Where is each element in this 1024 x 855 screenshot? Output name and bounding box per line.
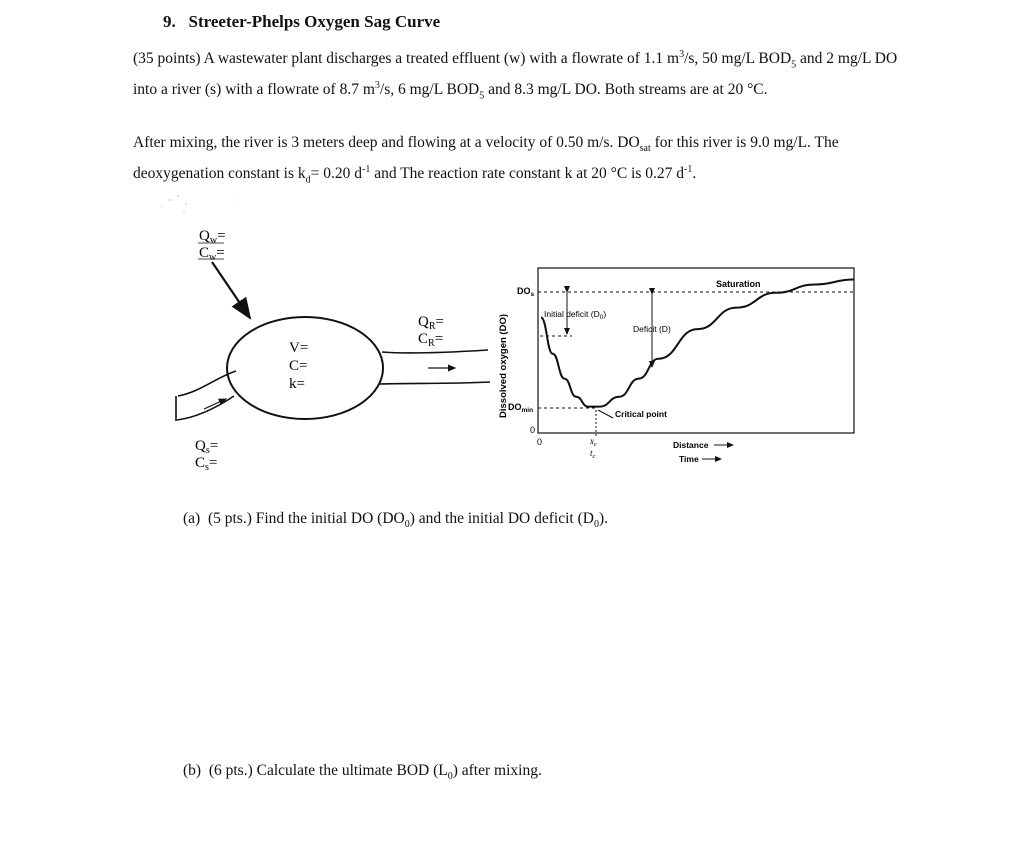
problem-paragraph-1: (35 points) A wastewater plant discharges a treated effluent (w) with a flowrate of 1.1 $m^3/s$, 50 mg/L $BOD_5$ and 2 mg/L DO into a river (s) with a flowrate of 8.7 $m^3/s$, 6 mg/L $BOD_5$ and 8.3 mg/L DO. Both streams are at 20 °C.: [133, 49, 898, 102]
label-v: V=: [289, 340, 309, 356]
label-c: C=: [289, 358, 308, 374]
chart-frame: [538, 268, 854, 433]
scan-smudge: [161, 195, 236, 214]
zero-y-label: 0: [530, 425, 536, 435]
outflow-pipe-bottom: [380, 382, 490, 384]
label-qw: $Q_w=$: [199, 228, 226, 246]
xc-label: $x_c$: [590, 436, 597, 448]
distance-label: Distance: [673, 440, 709, 450]
critical-point-leader: [598, 410, 613, 418]
deficit-label: Deficit (D): [633, 324, 671, 334]
do-sag-curve: [541, 280, 854, 407]
label-cs: $C_s=$: [195, 455, 218, 473]
problem-number: 9.: [163, 12, 176, 31]
outflow-pipe-top: [382, 350, 488, 353]
initial-deficit-label: Initial deficit $(D_0)$: [544, 309, 607, 321]
do-min-label: $DO_{min}$: [508, 402, 534, 414]
question-b: (b) (6 pts.) Calculate the ultimate BOD $(L_0)$ after mixing.: [183, 762, 542, 783]
critical-point-label: Critical point: [615, 409, 667, 419]
river-inflow-pipe-top: [178, 371, 236, 396]
problem-title-text: Streeter-Phelps Oxygen Sag Curve: [188, 12, 441, 31]
do-sag-chart: [498, 268, 854, 464]
question-a: (a) (5 pts.) Find the initial DO $(DO_0)$ and the initial DO deficit $(D_0)$.: [183, 510, 608, 531]
tc-label: $t_c$: [590, 448, 596, 460]
do-s-label: $DO_s$: [517, 286, 535, 298]
time-label: Time: [679, 454, 699, 464]
label-cr: $C_R=$: [418, 331, 444, 349]
label-qr: $Q_R=$: [418, 314, 444, 332]
saturation-label: Saturation: [716, 279, 761, 289]
effluent-inflow-arrow: [212, 262, 250, 318]
chart-ylabel: Dissolved oxygen (DO): [498, 314, 509, 418]
zero-x-label: 0: [537, 437, 543, 447]
label-cw: $C_w=$: [199, 245, 225, 263]
problem-paragraph-2: After mixing, the river is 3 meters deep and flowing at a velocity of 0.50 m/s. $DO_{sat}$ for this river is 9.0 mg/L. The deoxygenation constant is $k_d= 0.20$ $d^{-1}$ and The reaction rate constant k at 20 °C is 0.27 $d^{-1}$.: [133, 134, 839, 186]
label-k: k=: [289, 376, 305, 392]
label-qs: $Q_s=$: [195, 438, 219, 456]
